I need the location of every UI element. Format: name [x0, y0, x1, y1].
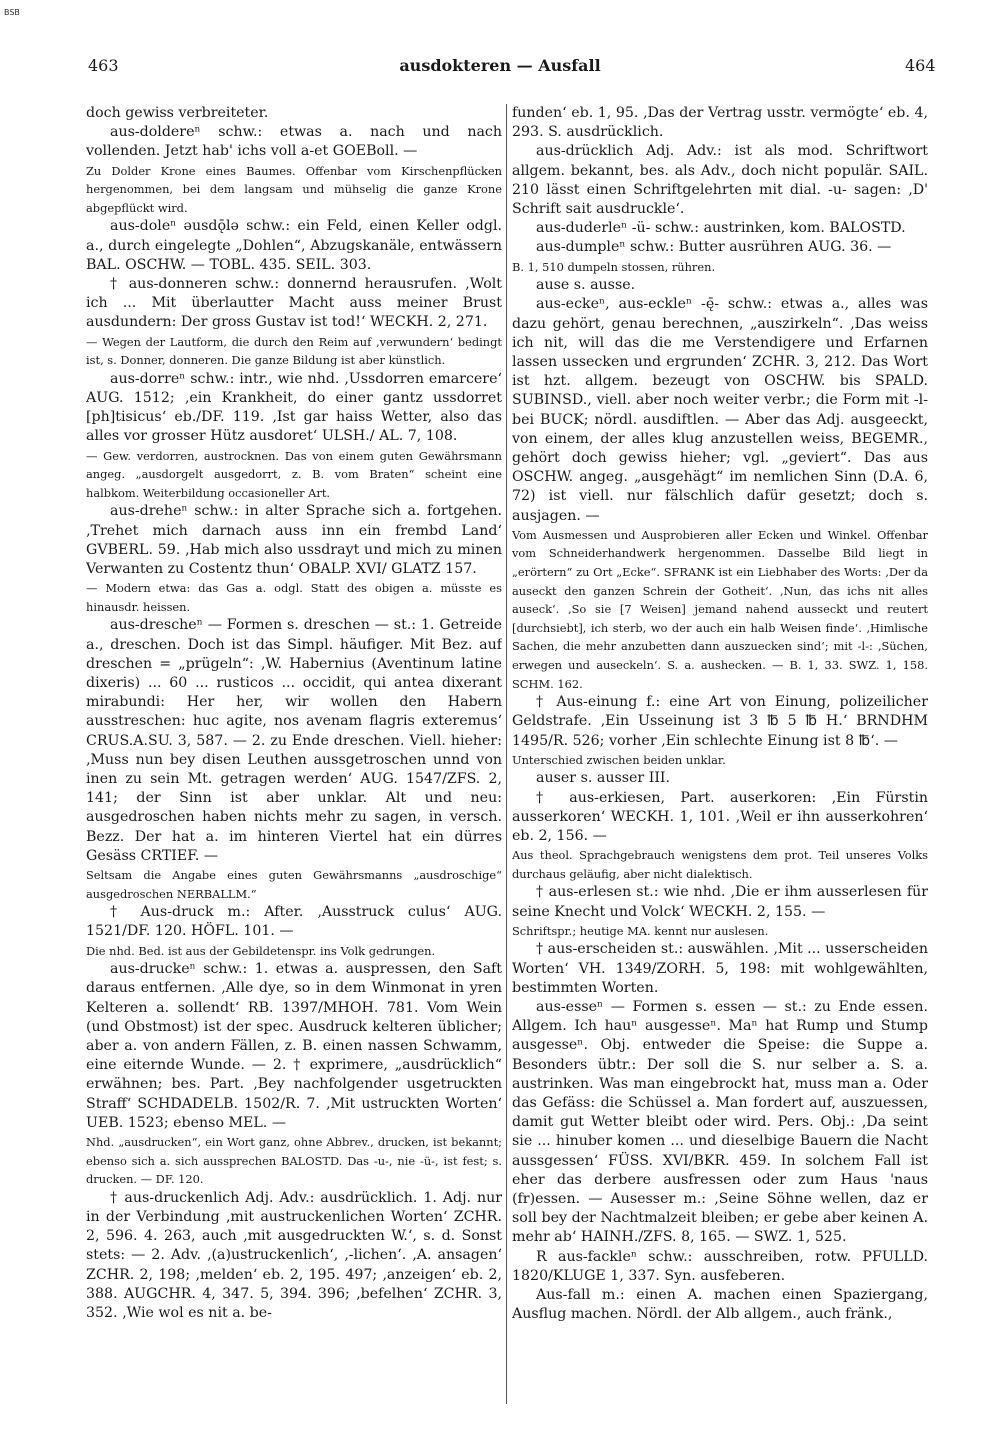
note-paragraph: Schriftspr.; heutige MA. kennt nur auslesen. [512, 923, 769, 938]
dictionary-entry: Aus-fall m.: einen A. machen einen Spaziergang, Ausflug machen. Nördl. der Alb allgem., auch fränk., [512, 1287, 928, 1323]
note-paragraph: Die nhd. Bed. ist aus der Gebildetenspr. ins Volk gedrungen. [86, 943, 436, 958]
running-title: ausdokteren — Ausfall [399, 56, 601, 75]
dictionary-entry: ause s. ausse. [536, 277, 636, 294]
dictionary-entry: aus-drücklich Adj. Adv.: ist als mod. Schriftwort allgem. bekannt, bes. als Adv., doch nicht populär. SAIL. 210 lässt einen Schriftgelehrten mit dial. -u- sagen: ‚D' Schrift sait ausdruckle‘. [512, 143, 928, 218]
dictionary-entry: aus-duderleⁿ -ü- schw.: austrinken, kom. BALOSTD. [536, 220, 906, 237]
library-stamp: BSB [4, 8, 20, 17]
dictionary-entry: aus-druckeⁿ schw.: 1. etwas a. auspressen, den Saft daraus entfernen. ‚Alle dye, so in dem Winmonat in yren Kelteren a. sollendt‘ RB. 1397/MHOH. 781. Vom Wein (und Obstmost) ist der spec. Ausdruck kelteren üblicher; aber a. von andern Fällen, z. B. einen nassen Schwamm, eine eiternde Wunde. — 2. † exprimere, „ausdrücklich“ erwähnen; bes. Part. ‚Bey nachfolgender usgetruckten Straff‘ SCHDADELB. 1502/R. 7. ‚Mit ustruckten Worten‘ UEB. 1523; ebenso MEL. — [86, 961, 502, 1131]
note-paragraph: Seltsam die Angabe eines guten Gewährsmanns „ausdroschige“ ausgedroschen NERBALLM.“ [86, 868, 502, 901]
note-paragraph: Vom Ausmessen und Ausprobieren aller Ecken und Winkel. Offenbar vom Schneiderhandwerk hergenommen. Dasselbe Bild liegt in „erörtern“ zu Ort „Ecke“. SFRANK ist ein Liebhaber des Worts: ‚Der da auseckt den ganzen Schrein der Gotheit‘. ‚Nun, das ichs nit alles auseck‘. ‚So sie [7 Weisen] jemand nahend ausseckt und reutert [durchsiebt], ich sterb, wo der auch ein halb Weisen finde‘. ‚Himlische Sachen, die mehr anzubetten dann auszuecken sind‘; mit -l-: ‚Süchen, erwegen und auseckeln‘. S. a. aushecken. — B. 1, 33. SWZ. 1, 158. SCHM. 162. [512, 527, 928, 691]
right-page-number: 464 [905, 56, 936, 75]
dictionary-entry: † aus-erlesen st.: wie nhd. ‚Die er ihm ausserlesen für seine Knecht und Volck‘ WECKH. 2, 155. — [512, 884, 928, 920]
dictionary-entry: aus-doleⁿ əusdǭlə schw.: ein Feld, einen Keller odgl. a., durch eingelegte „Dohlen“, Abzugskanäle, entwässern BAL. OSCHW. — TOBL. 435. SEIL. 303. [86, 218, 502, 273]
dictionary-entry: aus-eckeⁿ, aus-eckleⁿ -ę̄- schw.: etwas a., alles was dazu gehört, genau berechnen, „auszirkeln“. ‚Das weiss ich nit, will das die me Verstendigere und Erfarnen lassen ussecken und ergrunden‘ ZCHR. 3, 212. Das Wort ist hzt. allgem. bezeugt von OSCHW. bis SPALD. SUBINSD., viell. aber noch weiter verbr.; die Form mit -l- bei BUCK; nördl. ausdiftlen. — Aber das Adj. ausgeeckt, von einem, der alles klug anzustellen weiss, BEGEMR., gehört doch gewiss hieher; vgl. „geviert“. Das aus OSCHW. angeg. „ausgehägt“ im nemlichen Sinn (D.A. 6, 72) ist viell. nur fälschlich dafür gesetzt; doch s. ausjagen. — [512, 296, 928, 524]
left-page-number: 463 [88, 56, 119, 75]
note-paragraph: — Modern etwa: das Gas a. odgl. Statt des obigen a. müsste es hinausdr. heissen. [86, 581, 502, 614]
dictionary-entry: aus-esseⁿ — Formen s. essen — st.: zu Ende essen. Allgem. Ich hauⁿ ausgesseⁿ. Maⁿ hat Rump und Stump ausgesseⁿ. Obj. entweder die Speise: die Suppe a. Besonders übtr.: Der soll die S. nur selber a. S. a. austrinken. Was man eingebrockt hat, muss man a. Oder das Gefäss: die Schüssel a. Man fordert auf, auszuessen, damit gut Wetter bleibt oder wird. Pers. Obj.: ‚Da seint sie ... hinuber komen ... und dieselbige Bauern die Nacht aussgessen‘ FÜSS. XVI/BKR. 459. In solchem Fall ist eher das derbere ausfressen oder zum Haus 'naus (fr)essen. — Ausesser m.: ‚Seine Söhne wellen, daz er soll bey der Nachtmalzeit bleiben; er gebe aber keinen A. mehr ab‘ HAINH./ZFS. 8, 165. — SWZ. 1, 525. [512, 999, 928, 1246]
continuation-text: doch gewiss verbreiteter. [86, 105, 269, 121]
note-paragraph: — Wegen der Lautform, die durch den Reim auf ‚verwundern‘ bedingt ist, s. Donner, donneren. Die ganze Bildung ist aber künstlich. [86, 334, 502, 368]
note-paragraph: Aus theol. Sprachgebrauch wenigstens dem prot. Teil unseres Volks durchaus geläufig, aber nicht dialektisch. [512, 848, 928, 881]
dictionary-entry: aus-dreheⁿ schw.: in alter Sprache sich a. fortgehen. ‚Trehet mich darnach auss inn ein frembd Land‘ GVBERL. 59. ‚Hab mich also ussdrayt und mich zu minen Verwanten zu Costentz thun‘ OBALP. XVI/ GLATZ 157. [86, 503, 502, 577]
dictionary-entry: † aus-druckenlich Adj. Adv.: ausdrücklich. 1. Adj. nur in der Verbindung ‚mit austruckenlichen Worten‘ ZCHR. 2, 596. 4. 263, auch ‚mit ausgedruckten W.‘, s. d. Sonst stets: — 2. Adv. ‚(a)ustruckenlich‘, ‚-lichen‘. ‚A. ansagen‘ ZCHR. 2, 198; ‚melden‘ eb. 2, 195. 497; ‚anzeigen‘ eb. 2, 388. AUGCHR. 4, 347. 5, 394. 396; ‚befelhen‘ ZCHR. 3, 352. ‚Wie wol es nit a. be- [86, 1189, 502, 1322]
dictionary-entry: † aus-donneren schw.: donnernd herausrufen. ‚Wolt ich ... Mit überlautter Macht auss meiner Brust ausdundern: Der gross Gustav ist tod!‘ WECKH. 2, 271. [86, 276, 502, 331]
dictionary-entry: † aus-erkiesen, Part. auserkoren: ‚Ein Fürstin ausserkoren‘ WECKH. 1, 101. ‚Weil er ihn ausserkohren‘ eb. 2, 156. — [512, 789, 928, 845]
note-paragraph: Zu Dolder Krone eines Baumes. Offenbar vom Kirschenpflücken hergenommen, bei dem langsam und mühselig die ganze Krone abgepflückt wird. [86, 163, 502, 215]
continuation-text: funden‘ eb. 1, 95. ‚Das der Vertrag usstr. vermögte‘ eb. 4, 293. S. ausdrücklich. [512, 105, 928, 141]
dictionary-entry: aus-drescheⁿ — Formen s. dreschen — st.: 1. Getreide a., dreschen. Doch ist das Simpl. häufiger. Mit Bez. auf dreschen = „prügeln“: ‚W. Habernius (Aventinum latine dixeris) ... 60 ... rusticos ... occidit, qui antea dixerant mirabundi: Her her, wir wollen den Habern ausstreschen: huc agite, nos avenam flagris exteremus‘ CRUS.A.SU. 3, 587. — 2. zu Ende dreschen. Viell. hieher: ‚Muss nun bey disen Leuthen aussgetroschen unnd von inen zu sein Mt. getragen werden‘ AUG. 1547/ZFS. 2, 141; der Sinn ist aber unklar. Alt und neu: ausgedroschen haben nichts mehr zu sagen, in versch. Bezz. Der hat a. im hinteren Viertel hat ein dürres Gesäss CRTIEF. — [86, 617, 502, 864]
dictionary-entry: † Aus-druck m.: After. ‚Ausstruck culus‘ AUG. 1521/DF. 120. HÖFL. 101. — [86, 904, 502, 940]
dictionary-entry: R aus-fackleⁿ schw.: ausschreiben, rotw. PFULLD. 1820/KLUGE 1, 337. Syn. ausfeberen. [512, 1248, 928, 1284]
dictionary-entry: auser s. ausser III. [536, 770, 671, 787]
dictionary-entry: † Aus-einung f.: eine Art von Einung, polizeilicher Geldstrafe. ‚Ein Usseinung ist 3 ℔ 5 ℔ H.‘ BRNDHM 1495/R. 526; vorher ‚Ein schlechte Einung ist 8 ℔‘. — [512, 694, 928, 749]
column-divider [506, 104, 507, 1404]
note-paragraph: — Gew. verdorren, austrocknen. Das von einem guten Gewährsmann angeg. „ausdorgelt ausgedorrt, z. B. vom Braten“ scheint eine halbkom. Weiterbildung occasioneller Art. [86, 448, 502, 500]
right-column [512, 104, 928, 1420]
dictionary-entry: aus-doldereⁿ schw.: etwas a. nach und nach vollenden. Jetzt hab' ichs voll a-et GOEBoll. — [86, 124, 502, 160]
dictionary-entry: † aus-erscheiden st.: auswählen. ‚Mit ... usserscheiden Worten‘ VH. 1349/ZORH. 5, 198: mit wohlgewählten, bestimmten Worten. [512, 941, 928, 996]
dictionary-entry: aus-dorreⁿ schw.: intr., wie nhd. ‚Ussdorren emarcere‘ AUG. 1512; ‚ein Krankheit, do einer gantz ussdorret [ph]tisicus‘ eb./DF. 119. ‚Ist gar haiss Wetter, also das alles vor grosser Hütz ausdoret‘ ULSH./ AL. 7, 108. [86, 370, 502, 445]
dictionary-entry: aus-dumpleⁿ schw.: Butter ausrühren AUG. 36. — [536, 239, 892, 256]
left-column [86, 104, 502, 1420]
note-paragraph: B. 1, 510 dumpeln stossen, rühren. [512, 259, 716, 274]
note-paragraph: Unterschied zwischen beiden unklar. [512, 752, 726, 767]
note-paragraph: Nhd. „ausdrucken“, ein Wort ganz, ohne Abbrev., drucken, ist bekannt; ebenso sich a. sich aussprechen BALOSTD. Das -u-, nie -ü-, ist fest; s. drucken. — DF. 120. [86, 1135, 502, 1187]
